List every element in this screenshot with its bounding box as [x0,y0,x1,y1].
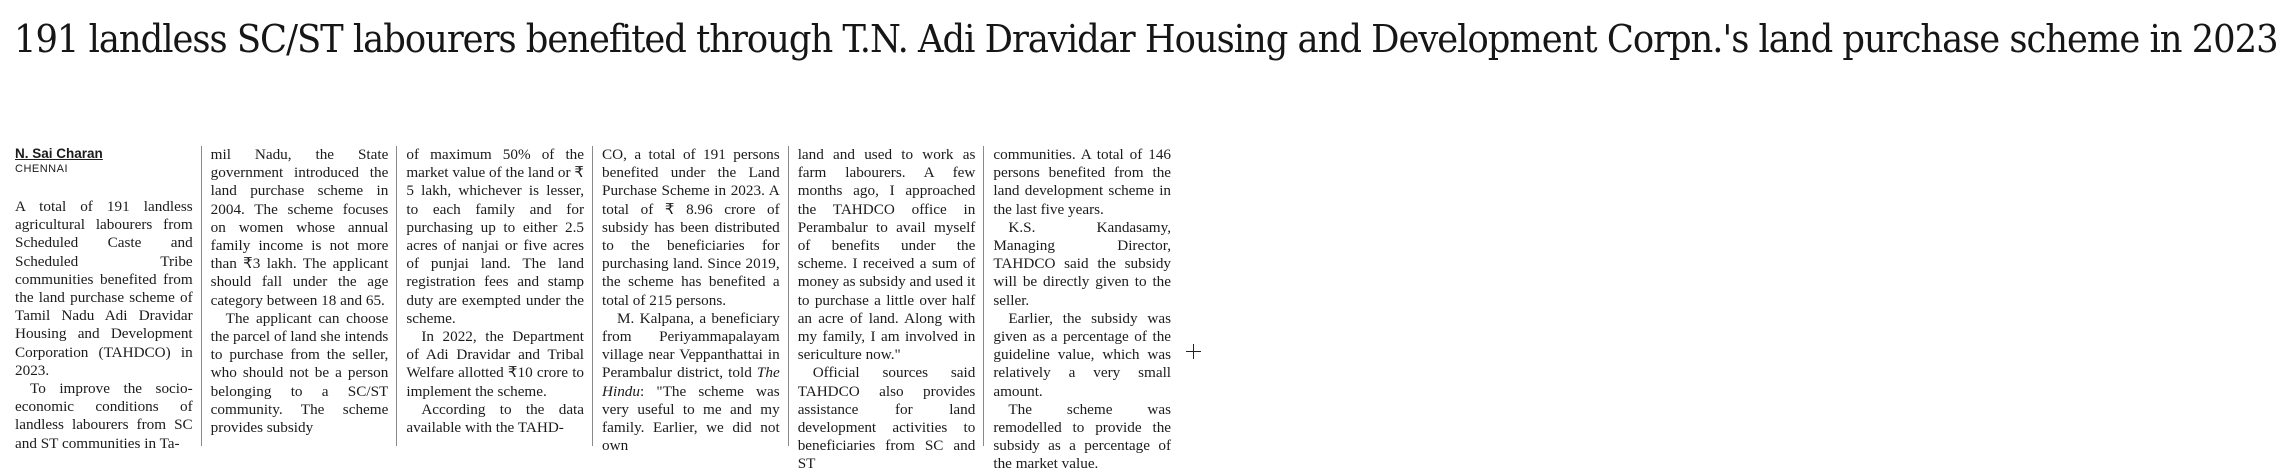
article-column-5 [797,146,985,473]
paragraph: Official sources said TAHDCO also provides assistance for land development activities to beneficiaries from SC and ST [797,364,976,473]
paragraph: communities. A total of 146 persons benefited from the land development scheme in the last five years. [993,146,1172,218]
paragraph: The scheme was remodelled to provide the subsidy as a percentage of the market value. [993,400,1172,473]
article-column-2 [211,146,398,446]
paragraph: The applicant can choose the parcel of land she intends to purchase from the seller, who should not be a person belonging to a SC/ST community. The scheme provides subsidy [210,309,389,437]
byline[interactable]: N. Sai Charan [15,146,103,161]
paragraph: of maximum 50% of the market value of the land or ₹ 5 lakh, whichever is lesser, to each family and for purchasing up to either 2.5 acres of nanjai or five acres of punjai land. The land registration fees and stamp duty are exempted under the scheme. [406,146,585,327]
dateline: CHENNAI [15,163,69,175]
paragraph: K.S. Kandasamy, Managing Director, TAHDCO said the subsidy will be directly given to the seller. [993,218,1172,309]
paragraph: A total of 191 landless agricultural labourers from Scheduled Caste and Scheduled Tribe communities benefited from the land purchase scheme of Tamil Nadu Adi Dravidar Housing and Development Corporation (TAHDCO) in 2023. [15,198,193,379]
publication-name: The Hindu [602,364,780,400]
article-headline: 191 landless SC/ST labourers benefited through T.N. Adi Dravidar Housing and Development Corpn.'s land purchase scheme in 2023 [14,17,2278,61]
paragraph: Earlier, the subsidy was given as a percentage of the guideline value, which was relatively a very small amount. [993,309,1172,400]
article-body [15,146,1180,473]
paragraph: land and used to work as farm labourers. A few months ago, I approached the TAHDCO office in Perambalur to avail myself of benefits under the scheme. I received a sum of money as subsidy and used it to purchase a little over half an acre of land. Along with my family, I am involved in sericulture now." [797,146,976,364]
paragraph: M. Kalpana, a beneficiary from Periyammapalayam village near Veppanthattai in Perambalur district, told The Hindu: "The scheme was very useful to me and my family. Earlier, we did not own [602,309,780,455]
paragraph: To improve the socio-economic conditions of landless labourers from SC and ST communities in Ta- [15,380,193,452]
paragraph: According to the data available with the TAHD- [406,400,585,437]
article-column-3 [406,146,593,446]
crosshair-cursor-icon [1186,344,1201,359]
paragraph: In 2022, the Department of Adi Dravidar and Tribal Welfare allotted ₹10 crore to implement the scheme. [406,328,585,400]
article-column-6 [993,146,1180,473]
paragraph: CO, a total of 191 persons benefited under the Land Purchase Scheme in 2023. A total of ₹ 8.96 crore of subsidy has been distributed to the beneficiaries for purchasing land. Since 2019, the scheme has benefited a total of 215 persons. [602,146,780,309]
article-column-4 [602,146,789,455]
article-column-1 [15,146,202,452]
paragraph: mil Nadu, the State government introduced the land purchase scheme in 2004. The scheme focuses on women whose annual family income is not more than ₹3 lakh. The applicant should fall under the age category between 18 and 65. [210,146,389,309]
